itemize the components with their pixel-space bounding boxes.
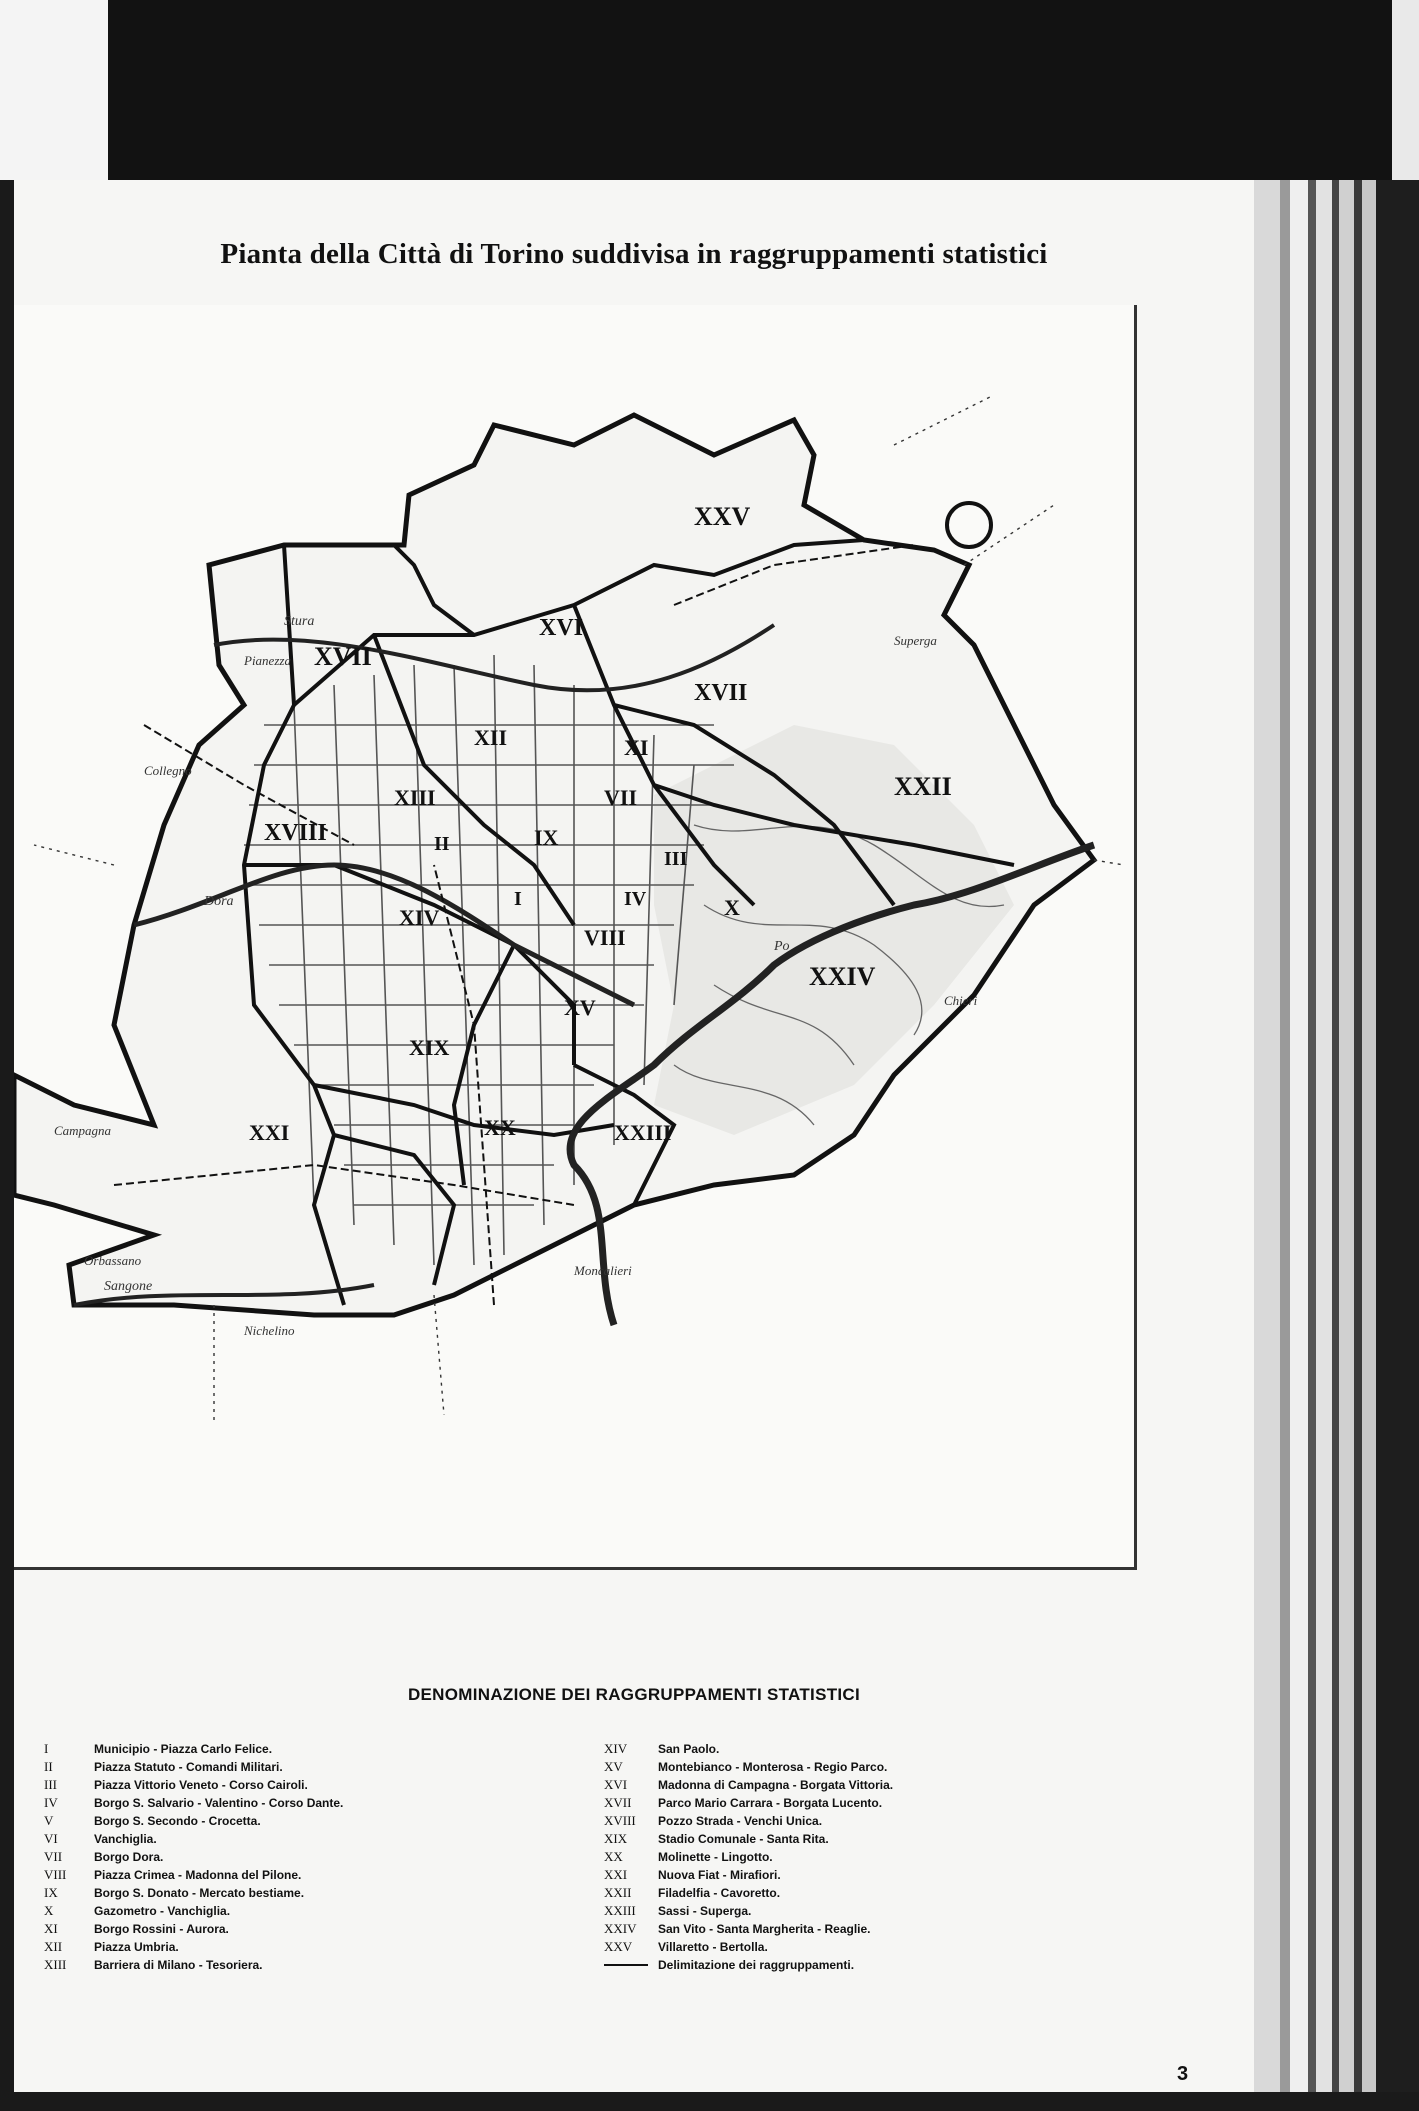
legend-name: San Vito - Santa Margherita - Reaglie. (658, 1922, 871, 1936)
district-label-viii: VIII (584, 925, 626, 950)
legend-name: Sassi - Superga. (658, 1904, 752, 1918)
place-label-nichelino: Nichelino (244, 1323, 295, 1338)
district-label-xiv: XIV (399, 905, 440, 930)
legend-row (604, 1776, 893, 1794)
legend-number: XIII (44, 1957, 67, 1972)
legend-row (44, 1902, 343, 1920)
legend-name: Madonna di Campagna - Borgata Vittoria. (658, 1778, 894, 1792)
legend-number: XIV (604, 1741, 628, 1756)
legend-number: II (44, 1759, 53, 1774)
legend-row (44, 1830, 343, 1848)
legend-number: IV (44, 1795, 58, 1810)
place-label-dora: Dora (204, 894, 234, 909)
legend-name: Parco Mario Carrara - Borgata Lucento. (658, 1796, 883, 1810)
legend-column-right (604, 1740, 893, 1974)
legend-row (604, 1740, 893, 1758)
legend-row (44, 1848, 343, 1866)
legend-number: XI (44, 1921, 58, 1936)
park-feature (947, 503, 991, 547)
district-label-xvi: XVI (539, 615, 584, 641)
book-page-edges (1254, 180, 1419, 2092)
legend-number: XV (604, 1759, 623, 1774)
scanner-bottom-edge (0, 2092, 1419, 2111)
district-label-xxi: XXI (249, 1120, 290, 1145)
page-title: Pianta della Città di Torino suddivisa in raggruppamenti statistici (220, 238, 1048, 270)
legend-name: Villaretto - Bertolla. (658, 1940, 768, 1954)
legend-number: XXIV (604, 1921, 637, 1936)
legend-row (44, 1884, 343, 1902)
legend-number: XXII (604, 1885, 632, 1900)
district-label-ii: II (434, 833, 450, 855)
legend-title: DENOMINAZIONE DEI RAGGRUPPAMENTI STATISTICI (407, 1685, 861, 1704)
legend-row (44, 1920, 343, 1938)
district-label-x: X (724, 895, 740, 920)
legend-name: Borgo Rossini - Aurora. (94, 1922, 229, 1936)
district-label-xx: XX (484, 1115, 516, 1140)
legend-row (604, 1848, 893, 1866)
legend-name: Borgo S. Salvario - Valentino - Corso Dante. (94, 1796, 344, 1810)
district-label-xxv: XXV (694, 502, 751, 531)
place-label-stura: Stura (284, 614, 315, 629)
place-label-po: Po (774, 939, 790, 954)
legend-row (44, 1866, 343, 1884)
district-label-iii: III (664, 848, 688, 870)
city-map (14, 305, 1137, 1570)
legend-row (604, 1866, 893, 1884)
place-label-collegno: Collegno (144, 763, 192, 778)
legend-name: San Paolo. (658, 1742, 720, 1756)
district-label-ix: IX (534, 825, 559, 850)
legend-number: V (44, 1813, 54, 1828)
district-label-xi: XI (624, 735, 649, 760)
legend-number: VI (44, 1831, 58, 1846)
legend-row-boundary (604, 1956, 893, 1974)
legend-number: I (44, 1741, 49, 1756)
place-label-superga: Superga (894, 633, 937, 648)
legend-name: Piazza Vittorio Veneto - Corso Cairoli. (94, 1778, 308, 1792)
legend-number: XXIII (604, 1903, 636, 1918)
district-label-xvii-b: XVII (694, 680, 748, 706)
district-label-xiii: XIII (394, 785, 436, 810)
legend-number: XVII (604, 1795, 632, 1810)
legend-number: XXI (604, 1867, 628, 1882)
place-label-pianezza: Pianezza (244, 653, 291, 668)
legend-number: XX (604, 1849, 623, 1864)
legend-name: Pozzo Strada - Venchi Unica. (658, 1814, 823, 1828)
scanner-top-band (108, 0, 1392, 180)
district-label-xii: XII (474, 725, 508, 750)
place-label-campagna: Campagna (54, 1123, 112, 1138)
legend-name: Municipio - Piazza Carlo Felice. (94, 1742, 273, 1756)
legend-name: Stadio Comunale - Santa Rita. (658, 1832, 829, 1846)
legend-name: Gazometro - Vanchiglia. (94, 1904, 231, 1918)
scanner-left-edge (0, 180, 14, 2111)
district-label-iv: IV (624, 888, 647, 910)
legend-name: Vanchiglia. (94, 1832, 157, 1846)
district-label-xxii: XXII (894, 772, 952, 801)
legend-name: Barriera di Milano - Tesoriera. (94, 1958, 263, 1972)
place-label-moncalieri: Moncalieri (574, 1263, 632, 1278)
legend-number: VIII (44, 1867, 67, 1882)
legend-name: Piazza Umbria. (94, 1940, 179, 1954)
district-label-xvii: XVII (314, 642, 372, 671)
legend-row (604, 1812, 893, 1830)
legend-row (604, 1920, 893, 1938)
legend-row (44, 1956, 343, 1974)
legend-name: Nuova Fiat - Mirafiori. (658, 1868, 781, 1882)
legend-row (44, 1740, 343, 1758)
legend-name: Piazza Statuto - Comandi Militari. (94, 1760, 283, 1774)
legend-row (44, 1758, 343, 1776)
legend-number: XXV (604, 1939, 633, 1954)
legend-number: XVI (604, 1777, 628, 1792)
legend-number: IX (44, 1885, 58, 1900)
legend-name: Montebianco - Monterosa - Regio Parco. (658, 1760, 888, 1774)
district-label-i: I (514, 888, 522, 910)
legend-name: Filadelfia - Cavoretto. (658, 1886, 781, 1900)
legend-row (44, 1794, 343, 1812)
corner-background (0, 0, 108, 180)
legend-row (44, 1938, 343, 1956)
legend-number: VII (44, 1849, 63, 1864)
place-label-chieri: Chieri (944, 993, 978, 1008)
legend-number: XIX (604, 1831, 628, 1846)
legend-name: Delimitazione dei raggruppamenti. (658, 1958, 855, 1972)
district-label-xix: XIX (409, 1035, 450, 1060)
book-page (14, 180, 1254, 2092)
district-label-xxiii: XXIII (614, 1120, 672, 1145)
legend-number: XVIII (604, 1813, 636, 1828)
legend-number: III (44, 1777, 57, 1792)
legend-name: Borgo Dora. (94, 1850, 164, 1864)
legend-row (604, 1884, 893, 1902)
legend-row (604, 1830, 893, 1848)
legend-number: X (44, 1903, 54, 1918)
district-label-xv: XV (564, 995, 596, 1020)
place-label-sangone: Sangone (104, 1279, 153, 1294)
place-label-orbassano: Orbassano (84, 1253, 142, 1268)
boundary-line-symbol (604, 1964, 648, 1966)
legend-name: Borgo S. Secondo - Crocetta. (94, 1814, 261, 1828)
legend-row (44, 1812, 343, 1830)
legend-column-left (44, 1740, 343, 1974)
legend-row (604, 1794, 893, 1812)
map-svg (14, 305, 1134, 1567)
district-label-xxiv: XXIV (809, 962, 876, 991)
legend-number: XII (44, 1939, 63, 1954)
legend-row (604, 1902, 893, 1920)
page-number: 3 (1177, 2063, 1189, 2085)
legend-row (604, 1938, 893, 1956)
district-label-xviii: XVIII (264, 820, 327, 846)
legend-name: Molinette - Lingotto. (658, 1850, 773, 1864)
legend-row (604, 1758, 893, 1776)
district-label-vii: VII (604, 785, 638, 810)
legend-name: Piazza Crimea - Madonna del Pilone. (94, 1868, 302, 1882)
legend-row (44, 1776, 343, 1794)
legend-name: Borgo S. Donato - Mercato bestiame. (94, 1886, 305, 1900)
